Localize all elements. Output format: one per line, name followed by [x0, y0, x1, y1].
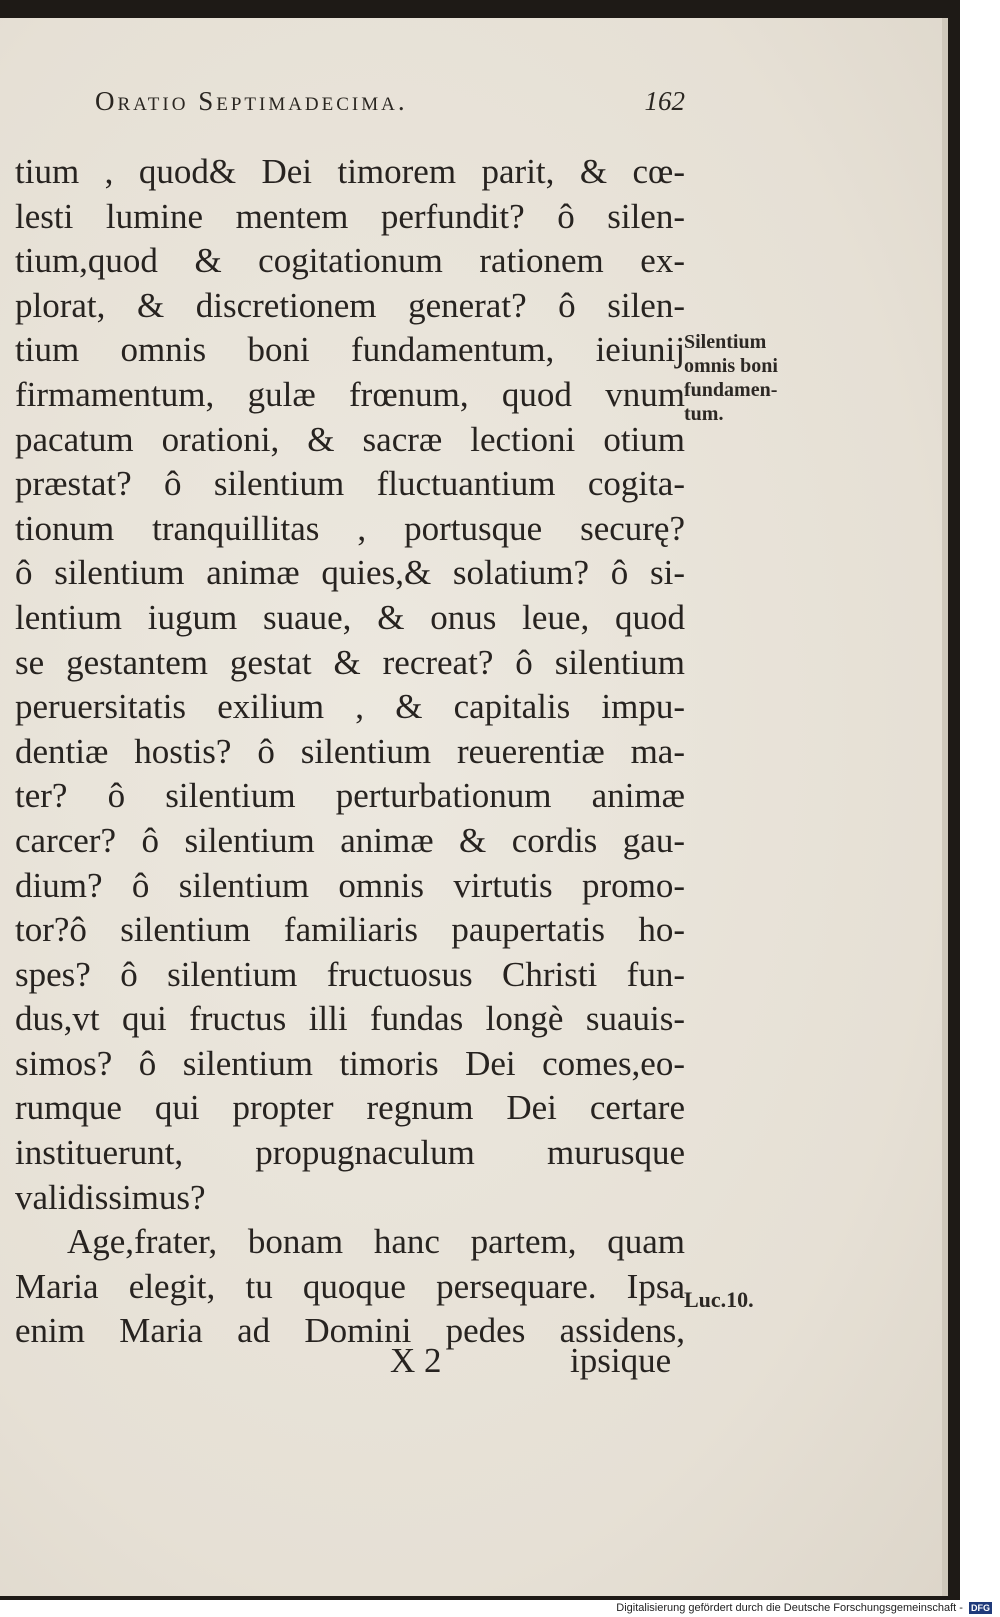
text-line: enim Maria ad Domini pedes assidens, — [15, 1311, 685, 1351]
credit-text: Digitalisierung gefördert durch die Deutsche Forschungsgemeinschaft - — [616, 1602, 963, 1614]
margin-note-line: Silentium — [684, 331, 767, 353]
text-line: tium omnis boni fundamentum, ieiunij — [15, 330, 685, 370]
margin-note-reference: Luc.10. — [684, 1287, 754, 1312]
text-line: ter? ô silentium perturbationum animæ — [15, 776, 685, 816]
margin-note-line: fundamen- — [684, 379, 778, 401]
digitization-credit — [616, 1600, 992, 1617]
text-line: ô silentium animæ quies,& solatium? ô si- — [15, 553, 685, 593]
text-line: Maria elegit, tu quoque persequare. Ipsa — [15, 1266, 685, 1306]
margin-note-line: tum. — [684, 403, 724, 425]
text-line: firmamentum, gulæ frœnum, quod vnum — [15, 374, 685, 414]
text-line: præstat? ô silentium fluctuantium cogita- — [15, 464, 685, 504]
paragraph-start-line: Age,frater, bonam hanc partem, quam — [67, 1222, 685, 1262]
text-line: peruersitatis exilium , & capitalis impu- — [15, 687, 685, 727]
text-line: tionum tranquillitas , portusque securę? — [15, 508, 685, 548]
margin-note-line: omnis boni — [684, 355, 778, 377]
text-line: dus,vt qui fructus illi fundas longè suauis- — [15, 999, 685, 1039]
text-line: tium , quod& Dei timorem parit, & cœ- — [15, 152, 685, 191]
signature-mark: X 2 — [390, 1341, 442, 1380]
dfg-logo: DFG — [971, 1603, 990, 1613]
text-line: lesti lumine mentem perfundit? ô silen- — [15, 196, 685, 236]
page-number: 162 — [644, 86, 685, 116]
margin-note-silentium — [684, 330, 834, 426]
text-line: dium? ô silentium omnis virtutis promo- — [15, 865, 685, 905]
text-line: spes? ô silentium fructuosus Christi fun- — [15, 954, 685, 994]
text-line: lentium iugum suaue, & onus leue, quod — [15, 597, 685, 637]
text-line: validissimus? — [15, 1177, 206, 1217]
text-line: dentiæ hostis? ô silentium reuerentiæ ma- — [15, 731, 685, 771]
text-line: simos? ô silentium timoris Dei comes,eo- — [15, 1043, 685, 1083]
text-line: plorat, & discretionem generat? ô silen- — [15, 285, 685, 325]
text-line: se gestantem gestat & recreat? ô silentium — [15, 642, 685, 682]
catchword: ipsique — [570, 1341, 672, 1380]
text-line: tium,quod & cogitationum rationem ex- — [15, 241, 685, 281]
text-line: rumque qui propter regnum Dei certare — [15, 1088, 685, 1128]
text-line: tor?ô silentium familiaris paupertatis ho- — [15, 910, 685, 950]
text-line: pacatum orationi, & sacræ lectioni otium — [15, 419, 685, 459]
text-line: instituerunt, propugnaculum murusque — [15, 1133, 685, 1173]
running-head-title: Oratio Septimadecima. — [95, 86, 408, 116]
book-page — [0, 18, 948, 1596]
running-head — [95, 86, 685, 126]
text-line: carcer? ô silentium animæ & cordis gau- — [15, 820, 685, 860]
body-text — [15, 150, 685, 1354]
